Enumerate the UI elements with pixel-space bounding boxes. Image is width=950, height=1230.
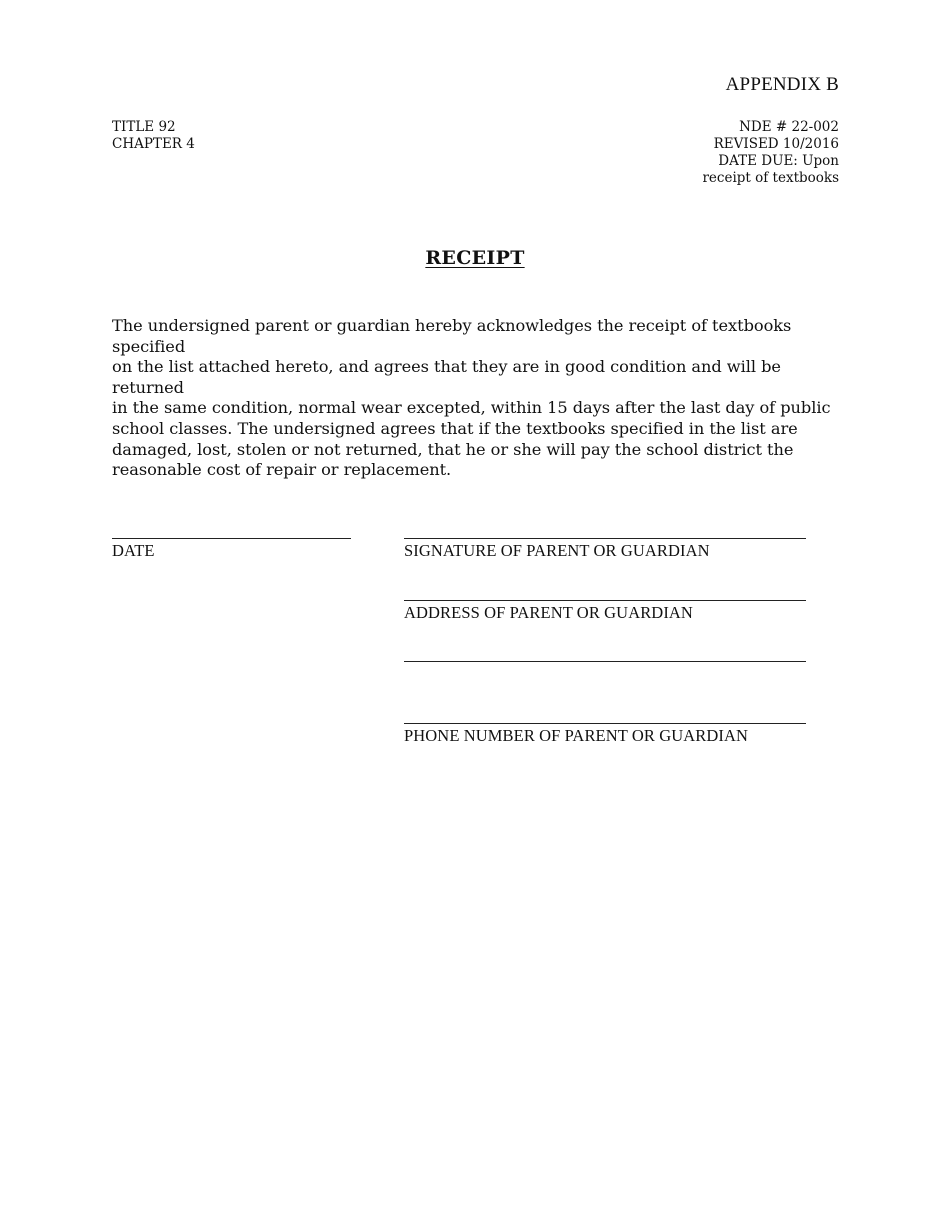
phone-label: PHONE NUMBER OF PARENT OR GUARDIAN [404, 726, 748, 745]
date-label: DATE [112, 541, 155, 560]
form-number: NDE # 22-002 [739, 119, 839, 135]
title-chapter-block [112, 119, 195, 153]
appendix-label: APPENDIX B [725, 74, 839, 95]
chapter-number: CHAPTER 4 [112, 136, 195, 152]
signature-line[interactable] [404, 538, 806, 539]
phone-line[interactable] [404, 723, 806, 724]
date-due: DATE DUE: Upon [718, 153, 839, 169]
address-label: ADDRESS OF PARENT OR GUARDIAN [404, 603, 693, 622]
signature-label: SIGNATURE OF PARENT OR GUARDIAN [404, 541, 710, 560]
page-title: RECEIPT [425, 247, 525, 269]
address-line[interactable] [404, 600, 806, 601]
title-number: TITLE 92 [112, 119, 176, 135]
revision-date: REVISED 10/2016 [713, 136, 839, 152]
receipt-statement: The undersigned parent or guardian hereby acknowledges the receipt of textbooks specified on the list attached hereto, and agrees that they are in good condition and will be returned in the same condition, normal wear excepted, within 15 days after the last day of public school classes. The undersigned agrees that if the textbooks specified in the list are damaged, lost, stolen or not returned, that he or she will pay the school district the reasonable cost of repair or replacement. [112, 316, 831, 480]
address-line-2[interactable] [404, 661, 806, 662]
form-info-block [702, 119, 839, 187]
date-due-detail: receipt of textbooks [702, 170, 839, 186]
date-line[interactable] [112, 538, 351, 539]
